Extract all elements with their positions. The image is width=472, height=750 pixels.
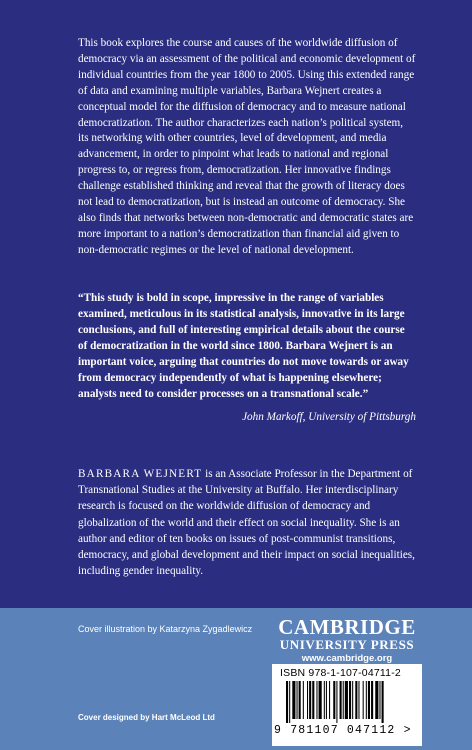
barcode-bar — [303, 681, 304, 719]
publisher-logo — [272, 616, 422, 665]
publisher-website: www.cambridge.org — [301, 653, 393, 664]
barcode-bar — [324, 681, 325, 719]
author-name: BARBARA WEJNERT — [78, 468, 203, 480]
barcode-bar — [382, 681, 384, 723]
barcode-bar — [343, 681, 344, 719]
barcode-bar — [297, 681, 298, 719]
barcode-bar — [368, 681, 370, 719]
barcode-bar — [333, 681, 335, 719]
barcode-bar — [375, 681, 378, 719]
barcode-bar — [358, 681, 359, 719]
author-bio-text: is an Associate Professor in the Department of Transnational Studies at the University at Buffalo. Her interdisciplinary research is focused on the worldwide diffusion of democracy and globalization of the world and their effect on social inequality. She is an author and editor of ten books on issues of post-communist transitions, democracy, and global development and their impact on social inequalities, including gender inequality. — [78, 468, 415, 578]
barcode-bar — [336, 681, 337, 723]
barcode-digits: 9 781107 047112 > — [274, 724, 412, 737]
barcode-bar — [289, 681, 290, 723]
isbn-number: ISBN 978-1-107-04711-2 — [280, 667, 401, 679]
barcode-bar — [363, 681, 364, 719]
barcode-bar — [319, 681, 322, 719]
barcode-bar — [352, 681, 353, 719]
publisher-name: CAMBRIDGE — [278, 615, 416, 639]
barcode-bar — [345, 681, 348, 719]
author-bio — [78, 466, 416, 579]
barcode-bar — [329, 681, 330, 719]
barcode-bar — [371, 681, 373, 719]
barcode-icon — [278, 681, 416, 723]
barcode-bar — [312, 681, 314, 719]
barcode-bar — [299, 681, 301, 719]
book-blurb: This book explores the course and causes of the worldwide diffusion of democracy via an assessment of the political and economic development of individual countries from the year 1800 to 2005. Using this extended range of data and examining multiple variables, Barbara Wejnert creates a conceptual model for the diffusion of democracy and to measure national democratization. The author characterizes each nation’s political system, its networking with other countries, level of development, and media advancement, in order to pinpoint what leads to national and regional progress to, or regress from, democratization. Her innovative findings challenge established thinking and reveal that the growth of literacy does not lead to democratization, but is instead an outcome of democracy. She also finds that networks between non-democratic and democratic states are more important to a nation’s democratization than financial aid given to non-democratic regimes or the level of national development. — [78, 37, 416, 256]
barcode-bar — [309, 681, 311, 719]
design-credit: Cover designed by Hart McLeod Ltd — [78, 713, 215, 722]
barcode-bar — [366, 681, 367, 719]
barcode-bar — [355, 681, 357, 719]
publisher-subname: UNIVERSITY PRESS — [279, 637, 415, 652]
review-attribution: John Markoff, University of Pittsburgh — [242, 411, 416, 423]
review-quote: “This study is bold in scope, impressive in the range of variables examined, meticulous in its statistical analysis, innovative in its large conclusions, and full of interesting empirical details about the course of democratization in the world since 1800. Barbara Wejnert is an important voice, arguing that countries do not move towards or away from democracy independently of what is happening elsewhere; analysts need to consider processes on a transnational scale.” — [78, 292, 409, 400]
barcode-bar — [340, 681, 342, 719]
barcode-bar — [292, 681, 295, 719]
cover-footer — [0, 608, 472, 750]
barcode-bar — [326, 681, 327, 719]
barcode-bar — [307, 681, 308, 719]
barcode-bar — [316, 681, 317, 719]
illustration-credit: Cover illustration by Katarzyna Zygadlewicz — [78, 624, 253, 634]
barcode-bar — [286, 681, 288, 723]
barcode-bar — [379, 681, 380, 719]
barcode-bar — [349, 681, 351, 719]
isbn-barcode-box — [272, 664, 422, 746]
